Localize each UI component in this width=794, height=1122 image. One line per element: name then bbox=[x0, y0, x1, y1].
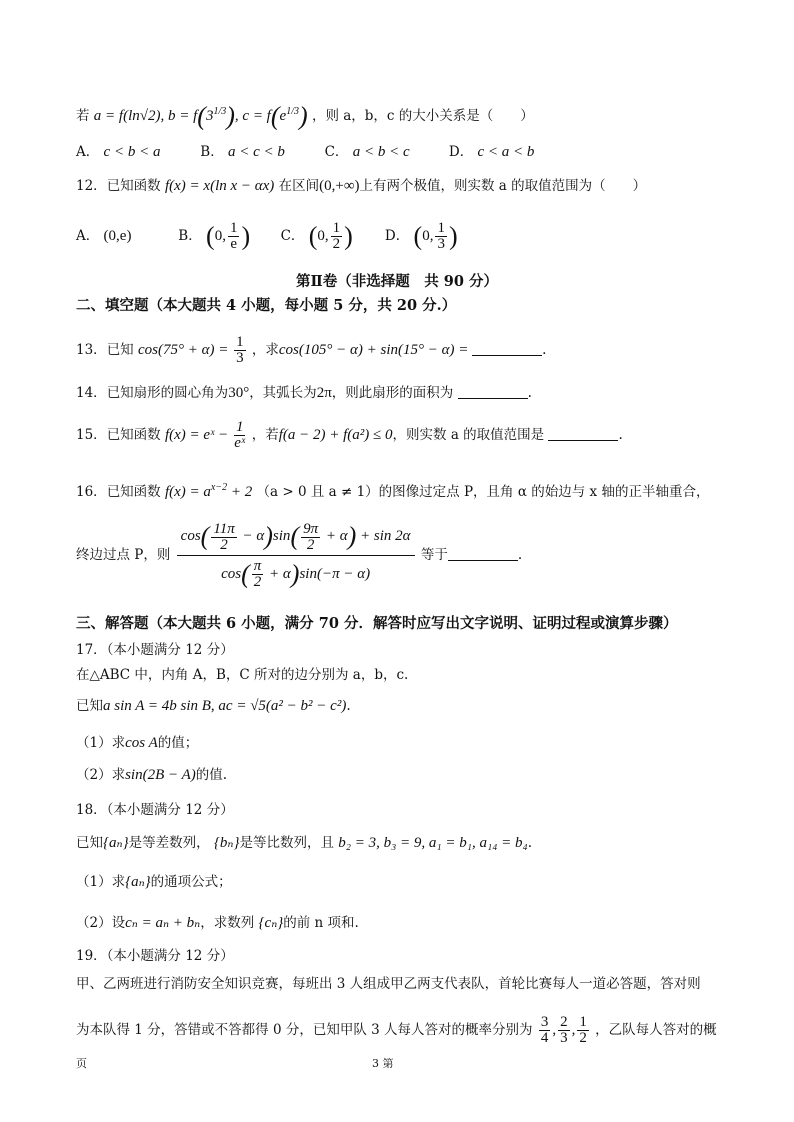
q11-options bbox=[76, 142, 534, 162]
q14: 14．已知扇形的圆心角为30°，其弧长为2π，则此扇形的面积为 . bbox=[76, 385, 532, 401]
q17-part2: （2）求sin(2B − A)的值. bbox=[76, 767, 228, 783]
q12-option-d: D． (0, $\frac{1}{3}$ ) bbox=[384, 220, 458, 252]
section3-title: 三、解答题（本大题共 6 小题，满分 70 分．解答时应写出文字说明、证明过程或演算步骤） bbox=[76, 615, 678, 632]
q11-option-c: C． a < b < c bbox=[324, 144, 410, 160]
q11-option-d: D． c < a < b bbox=[448, 144, 535, 160]
q15: 15．已知函数 f(x) = eˣ − $\frac{1}{\text{eˣ}}$ ，若f(a − 2) + f(a²) ≤ 0，则实数 a 的取值范围是 . bbox=[76, 419, 623, 451]
q11-stem bbox=[76, 92, 534, 132]
q11-option-b: B． a < c < b bbox=[200, 144, 285, 160]
part2-title: 第Ⅱ卷（非选择题 共 90 分） bbox=[296, 273, 498, 290]
q19-line1: 甲、乙两班进行消防安全知识竞赛，每班出 3 人组成甲乙两支代表队，首轮比赛每人一道必答题，答对则 bbox=[76, 976, 701, 992]
q17-line2: 已知a sin A = 4b sin B, ac = √5(a² − b² − c²). bbox=[76, 698, 351, 714]
q18-part1: （1）求{aₙ}的通项公式； bbox=[76, 874, 232, 890]
q17-line1: 在△ABC 中，内角 A，B，C 所对的边分别为 a，b，c. bbox=[76, 667, 409, 683]
q12-option-c: C． (0, $\frac{1}{2}$ ) bbox=[280, 220, 353, 252]
q12-option-a: A． (0,e) bbox=[76, 228, 132, 244]
q11-prefix: 若 bbox=[76, 108, 90, 124]
q12-option-b: B． (0, $\frac{1}{e}$ ) bbox=[178, 220, 251, 252]
q12-options bbox=[76, 216, 458, 256]
q13-answer-blank[interactable] bbox=[472, 341, 542, 356]
q13: 13．已知 cos(75° + α) = $\frac{1}{3}$ ，求cos(105° − α) + sin(15° − α) = . bbox=[76, 334, 547, 366]
q12-stem: 12．已知函数 f(x) = x(ln x − αx) 在区间(0,+∞)上有两个极值，则实数 a 的取值范围为（ ） bbox=[76, 178, 647, 194]
q17-number: 17．（本小题满分 12 分） bbox=[76, 642, 234, 658]
q17-part1: （1）求cos A的值； bbox=[76, 735, 199, 751]
q16-line2: 终边过点 P，则 cos( $\frac{11\pi}{2}$ − α)sin( $\frac{9\pi}{2}$ + α) + sin 2α cos( $\frac{\pi}{2}$ + α)sin(−π − α) 等于 . bbox=[76, 515, 522, 595]
q16-line1: 16．已知函数 $f(x) = a^{x-2} + 2$ （a > 0 且 a ≠ 1）的图像过定点 P，且角 α 的始边与 x 轴的正半轴重合， bbox=[76, 482, 710, 500]
q12-function: f(x) = x(ln x − αx) bbox=[164, 178, 275, 194]
q18-number: 18．（本小题满分 12 分） bbox=[76, 802, 234, 818]
footer-left: 页 bbox=[76, 1057, 87, 1070]
q11-suffix: ，则 a，b，c 的大小关系是（ ） bbox=[311, 108, 534, 124]
section2-title: 二、填空题（本大题共 4 小题，每小题 5 分，共 20 分.） bbox=[76, 297, 457, 314]
q18-line1: 已知{aₙ}是等差数列， {bₙ}是等比数列，且 b₂ = 3, b₃ = 9, a₁ = b₁, a₁₄ = b₄. bbox=[76, 835, 533, 851]
q14-answer-blank[interactable] bbox=[458, 384, 528, 399]
q11-option-a: A． c < b < a bbox=[76, 144, 161, 160]
q19-line2: 为本队得 1 分，答错或不答都得 0 分，已知甲队 3 人每人答对的概率分别为 $\frac{3}{4}$ , $\frac{2}{3}$ , $\frac{1}{2}$ ，乙队每人答对的概 bbox=[76, 1014, 717, 1046]
footer-page-number: 3 第 bbox=[372, 1057, 394, 1070]
q15-answer-blank[interactable] bbox=[548, 426, 618, 441]
q11-formula: a = f(ln√2), $b = f(3^{1/3})$, $c = f(e^{1/3})$ bbox=[93, 101, 308, 131]
q18-part2: （2）设cₙ = aₙ + bₙ，求数列 {cₙ}的前 n 项和. bbox=[76, 915, 359, 931]
q19-number: 19．（本小题满分 12 分） bbox=[76, 948, 234, 964]
q16-answer-blank[interactable] bbox=[448, 546, 518, 561]
